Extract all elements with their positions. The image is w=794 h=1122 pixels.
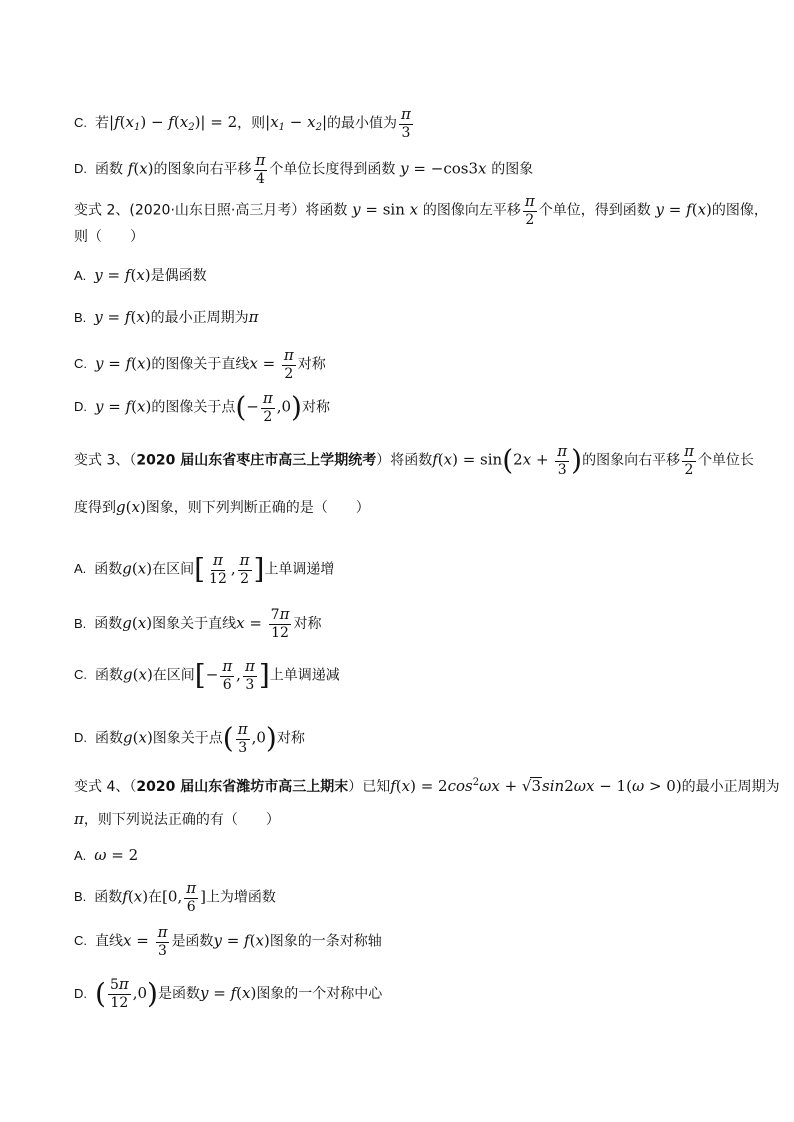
variant-3-stem: 变式 3、（2020 届山东省枣庄市高三上学期统考）将函数f(x) = sin(2x + $\frac{\pi}{3}$ )的图象向右平移 $\frac{\pi}{2}$ 个单位长 (74, 442, 754, 478)
variant-3-option-a: A. 函数g(x)在区间[ $\frac{\pi}{12}$ , $\frac{\pi}{2}$ ]上单调递增 (74, 551, 335, 587)
variant-4-stem-line-2: π，则下列说法正确的有（ ） (74, 810, 280, 828)
variant-2-option-a: A. y = f(x)是偶函数 (74, 266, 207, 284)
option-d-line-1: D. 函数 f(x)的图象向右平移 $\frac{\pi}{4}$ 个单位长度得到函数 y = −cos3x 的图象 (74, 151, 534, 187)
variant-4-option-b: B. 函数f(x)在[0, $\frac{\pi}{6}$ ]上为增函数 (74, 879, 276, 915)
variant-4-option-d: D. ( $\frac{5\pi}{12}$ ,0)是函数y = f(x)图象的一个对称中心 (74, 975, 383, 1012)
option-c-line-1: C. 若$|f(x_1) - f(x_2)| = 2$，则$|x_1 - x_2|$的最小值为 $\frac{\pi}{3}$ (74, 105, 411, 141)
variant-3-option-c: C. 函数g(x)在区间[− $\frac{\pi}{6}$ , $\frac{\pi}{3}$ ]上单调递减 (74, 657, 340, 693)
fraction-pi-over-3: $\frac{\pi}{3}$ (401, 105, 411, 141)
variant-3-option-d: D. 函数g(x)图象关于点( $\frac{\pi}{3}$ ,0)对称 (74, 720, 305, 756)
variant-2-stem-line-2: 则（ ） (74, 229, 144, 245)
variant-2-option-c: C. y = f(x)的图像关于直线x = $\frac{\pi}{2}$ 对称 (74, 346, 326, 382)
math-abs-diff: $|f(x_1) - f(x_2)| = 2$ (109, 113, 238, 134)
variant-2-option-d: D. y = f(x)的图像关于点(− $\frac{\pi}{2}$ ,0)对称 (74, 389, 330, 425)
variant-2-stem: 变式 2、(2020·山东日照·高三月考）将函数 y = sin x 的图像向左平移 $\frac{\pi}{2}$ 个单位，得到函数 y = f(x)的图像， (74, 192, 768, 228)
variant-2-option-b: B. y = f(x)的最小正周期为π (74, 308, 259, 326)
variant-4-option-c: C. 直线x = $\frac{\pi}{3}$ 是函数y = f(x)图象的一条对称轴 (74, 923, 382, 959)
variant-4-stem: 变式 4、（2020 届山东省潍坊市高三上期末）已知$f(x) = 2\cos^2\omega x + √3\sin 2\omega x - 1(\omega > 0)$的最小正周期为 (74, 777, 780, 795)
variant-3-option-b: B. 函数g(x)图象关于直线x = $\frac{7\pi}{12}$ 对称 (74, 605, 322, 642)
variant-4-option-a: A. ω = 2 (74, 846, 139, 864)
variant-3-stem-line-2: 度得到g(x)图象，则下列判断正确的是（ ） (74, 498, 370, 516)
